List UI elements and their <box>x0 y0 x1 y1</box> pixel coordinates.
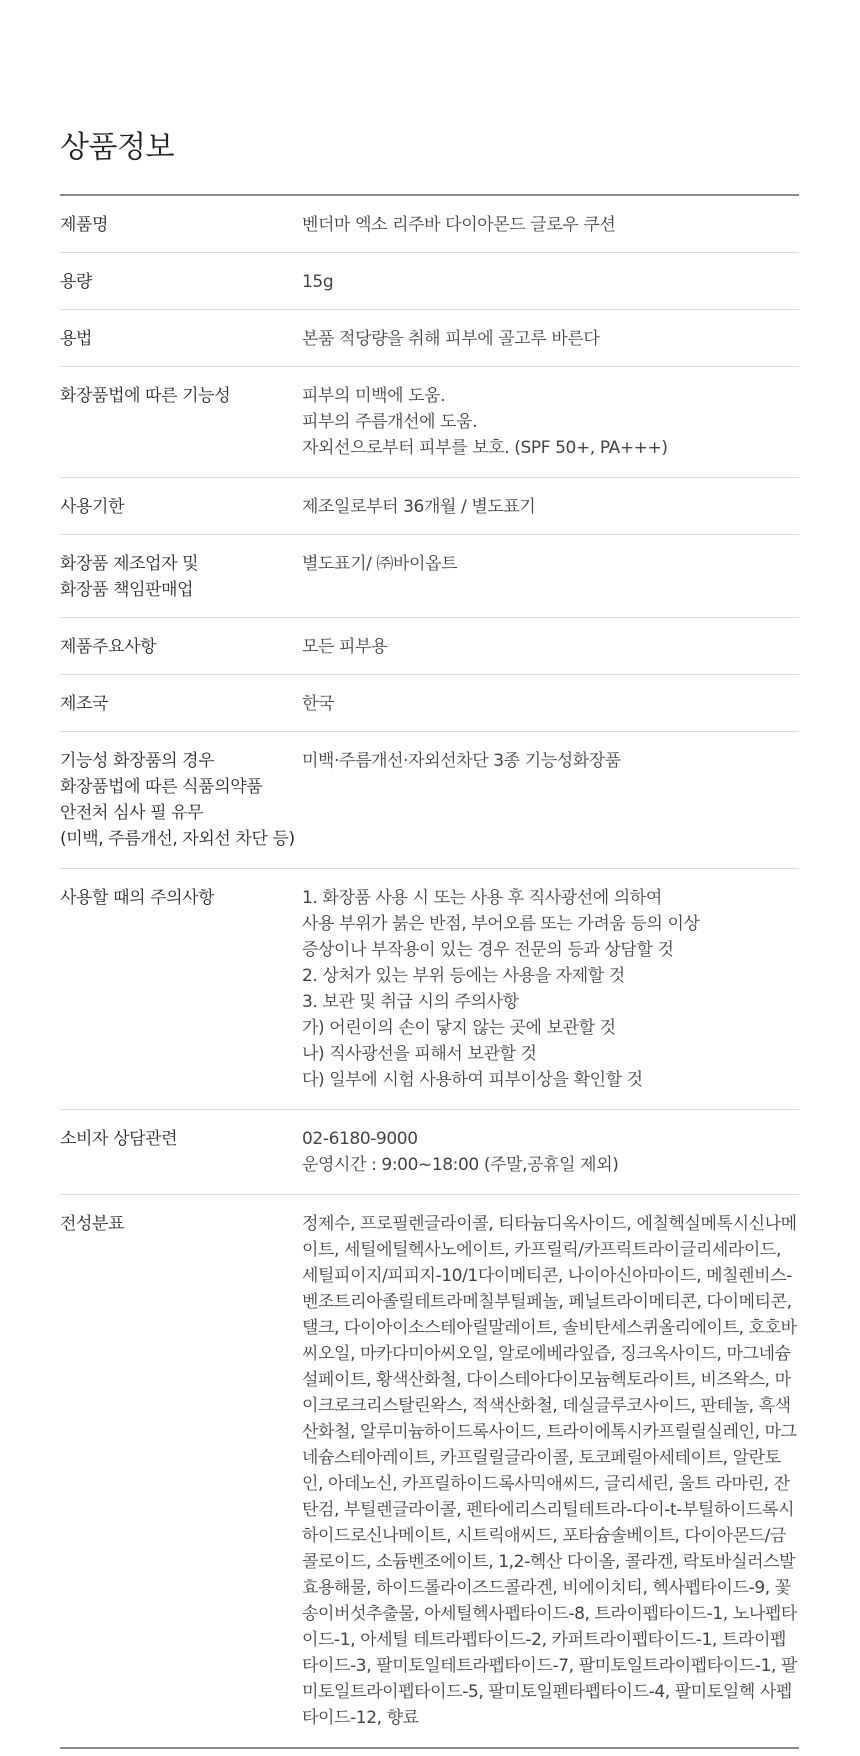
info-row-usage <box>60 310 799 367</box>
row-value: 피부의 미백에 도움. 피부의 주름개선에 도움. 자외선으로부터 피부를 보호. (SPF 50+, PA+++) <box>302 386 668 458</box>
row-label: 용량 <box>60 272 93 292</box>
row-value: 1. 화장품 사용 시 또는 사용 후 직사광선에 의하여 사용 부위가 붉은 반점, 부어오름 또는 가려움 등의 이상 증상이나 부작용이 있는 경우 전문의 등과 상담할 것 2. 상처가 있는 부위 등에는 사용을 자제할 것 3. 보관 및 취급 시의 주의사항 가) 어린이의 손이 닿지 않는 곳에 보관할 것 나) 직사광선을 피해서 보관할 것 다) 일부에 시험 사용하여 피부이상을 확인할 것 <box>302 888 700 1090</box>
row-value: 별도표기/ ㈜바이옵트 <box>302 554 458 574</box>
ingredients-list: 정제수, 프로필렌글라이콜, 티타늄디옥사이드, 에칠헥실메톡시신나메이트, 세틸에틸헥사노에이트, 카프릴릭/카프릭트라이글리세라이드, 세틸피이지/피피지-10/1다이메티콘, 나이아신아마이드, 메칠렌비스-벤조트리아졸릴테트라메칠부틸페놀, 페닐트라이메티콘, 다이메티콘, 탤크, 다이아이소스테아릴말레이트, 솔비탄세스퀴올리에이트, 호호바씨오일, 마카다미아씨오일, 알로에베라잎즙, 징크옥사이드, 마그네슘설페이트, 황색산화철, 다이스테아다이모늄헥토라이트, 비즈왁스, 마이크로크리스탈린왁스, 적색산화철, 데실글루코사이드, 판테놀, 흑색산화철, 알루미늄하이드록사이드, 트라이에톡시카프릴릴실레인, 마그네슘스테아레이트, 카프릴릴글라이콜, 토코페릴아세테이트, 알란토인, 아데노신, 카프릴하이드록사믹애씨드, 글리세린, 울트 라마린, 잔탄검, 부틸렌글라이콜, 펜타에리스리틸테트라-다이-t-부틸하이드록시하이드로신나메이트, 시트릭애씨드, 포타슘솔베이트, 다이아몬드/금콜로이드, 소듐벤조에이트, 1,2-헥산 다이올, 콜라겐, 락토바실러스발효용해물, 하이드롤라이즈드콜라겐, 비에이치티, 헥사펩타이드-9, 꽃송이버섯추출물, 아세틸헥사펩타이드-8, 트라이펩타이드-1, 노나펩타이드-1, 아세틸 테트라펩타이드-2, 카퍼트라이펩타이드-1, 트라이펩타이드-3, 팔미토일테트라펩타이드-7, 팔미토일트라이펩타이드-1, 팔미토일트라이펩타이드-5, 팔미토일펜타펩타이드-4, 팔미토일헥 사펩타이드-12, 향료 <box>302 1214 798 1728</box>
info-row-manufacturer <box>60 535 799 618</box>
info-row-ingredients <box>60 1195 799 1747</box>
info-row-precautions <box>60 869 799 1110</box>
info-row-functionality <box>60 367 799 478</box>
row-value: 모든 피부용 <box>302 637 388 657</box>
row-value: 한국 <box>302 694 335 714</box>
row-label: 기능성 화장품의 경우 화장품법에 따른 식품의약품 안전처 심사 필 유무 (미백, 주름개선, 자외선 차단 등) <box>60 751 295 849</box>
row-label: 사용기한 <box>60 497 125 517</box>
info-row-customer-service <box>60 1110 799 1195</box>
row-value: 본품 적당량을 취해 피부에 골고루 바른다 <box>302 329 600 349</box>
row-value: 벤더마 엑소 리주바 다이아몬드 글로우 쿠션 <box>302 215 616 235</box>
row-label: 제품주요사항 <box>60 637 157 657</box>
info-row-capacity <box>60 253 799 310</box>
row-label: 사용할 때의 주의사항 <box>60 888 215 908</box>
product-info-table <box>60 194 799 1749</box>
info-row-product-name <box>60 196 799 253</box>
row-value: 02-6180-9000 운영시간 : 9:00~18:00 (주말,공휴일 제외) <box>302 1129 619 1175</box>
row-label: 소비자 상담관련 <box>60 1129 178 1149</box>
row-label: 용법 <box>60 329 93 349</box>
page-title: 상품정보 <box>60 130 174 165</box>
row-label: 화장품법에 따른 기능성 <box>60 386 231 406</box>
row-label: 제품명 <box>60 215 109 235</box>
row-value: 미백·주름개선·자외선차단 3종 기능성화장품 <box>302 751 621 771</box>
info-row-expiry <box>60 478 799 535</box>
row-label: 화장품 제조업자 및 화장품 책임판매업 <box>60 554 199 600</box>
row-label: 전성분표 <box>60 1214 125 1234</box>
info-row-mfds-review <box>60 732 799 869</box>
row-value: 15g <box>302 272 334 292</box>
row-value: 제조일로부터 36개월 / 별도표기 <box>302 497 536 517</box>
info-row-main-notes <box>60 618 799 675</box>
row-label: 제조국 <box>60 694 109 714</box>
info-row-country <box>60 675 799 732</box>
